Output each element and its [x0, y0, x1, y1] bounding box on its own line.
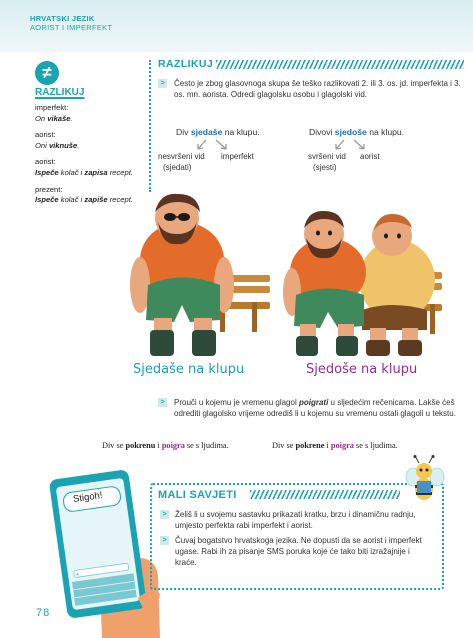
tips-title: MALI SAVJETI [158, 489, 237, 501]
sidebar-example: On vikaše. [35, 113, 73, 123]
sidebar-label: aorist: [35, 130, 56, 140]
sidebar-example: Oni viknuše. [35, 140, 80, 150]
page-number: 78 [36, 607, 51, 619]
sidebar-label: prezent: [35, 184, 63, 194]
task-text: Prouči u kojemu je vremenu glagol poigrati u sljedećim rečenicama. Lakše ćeš odrediti glagolsko vrijeme odrediš li u kojemu su vremenu ostali glagoli u tekstu. [174, 398, 456, 418]
divider [149, 60, 151, 192]
example-sentence-2: Div se pokrene i poigra se s ljudima. [272, 441, 398, 450]
arrow-icon: > [160, 510, 169, 519]
sidebar-title: RAZLIKUJ [35, 87, 85, 98]
bee-mascot-icon [405, 455, 445, 505]
base-verb-left: (sjedati) [163, 163, 192, 172]
branch-arrows-right [322, 138, 392, 152]
caption-left: Sjedaše na klupu [133, 362, 245, 377]
aspect-label-left: nesvršeni vid [158, 152, 205, 161]
sidebar-label: aorist: [35, 157, 56, 167]
section-title: RAZLIKUJ [158, 58, 214, 70]
subject-label: HRVATSKI JEZIK [30, 14, 95, 23]
intro-text: Često je zbog glasovnoga skupa še teško razlikovati 2. ili 3. os. jd. imperfekta i 3. os. mn. aorista. Odredi glagolsku osobu i glagolski vid. [174, 79, 461, 99]
decorative-hatch [216, 60, 464, 69]
example-sentence-left: Div sjedaše na klupu. [176, 127, 260, 137]
giants-sitting-illustration [282, 200, 442, 360]
sidebar-example: Ispeče kolač i zapiše recept. [35, 195, 133, 205]
tip-item: Želiš li u svojemu sastavku prikazati kratku, brzu i dinamičnu radnju, umjesto perfekta rabi imperfekt i aorist. [175, 510, 416, 530]
arrow-icon: > [160, 536, 169, 545]
arrow-icon: > [158, 398, 167, 407]
chat-bubble-text: Stigoh! [72, 489, 104, 506]
aspect-label-right: svršeni vid [308, 152, 346, 161]
branch-arrows-left [184, 138, 254, 152]
sidebar-example: Ispeče kolač i zapisa recept. [35, 167, 133, 177]
base-verb-right: (sjesti) [313, 163, 337, 172]
sidebar-label: imperfekt: [35, 103, 69, 112]
tense-label-right: aorist [360, 152, 380, 161]
svg-text:+: + [75, 571, 81, 579]
example-sentence-1: Div se pokrenu i poigra se s ljudima. [102, 441, 229, 450]
tense-label-left: imperfekt [221, 152, 254, 161]
caption-right: Sjedoše na klupu [306, 362, 418, 377]
not-equal-icon: ≠ [35, 61, 59, 85]
topic-label: AORIST I IMPERFEKT [30, 23, 113, 32]
decorative-hatch [250, 490, 400, 499]
giant-sitting-illustration [120, 190, 270, 360]
tip-item: Čuvaj bogatstvo hrvatskoga jezika. Ne dopusti da se aorist i imperfekt ugase. Rabi ih za pisanje SMS poruka koje će tako biti izražajnije i kraće. [175, 536, 422, 567]
arrow-icon: > [158, 79, 167, 88]
example-sentence-right: Divovi sjedoše na klupu. [309, 127, 405, 137]
book-header [30, 14, 112, 32]
